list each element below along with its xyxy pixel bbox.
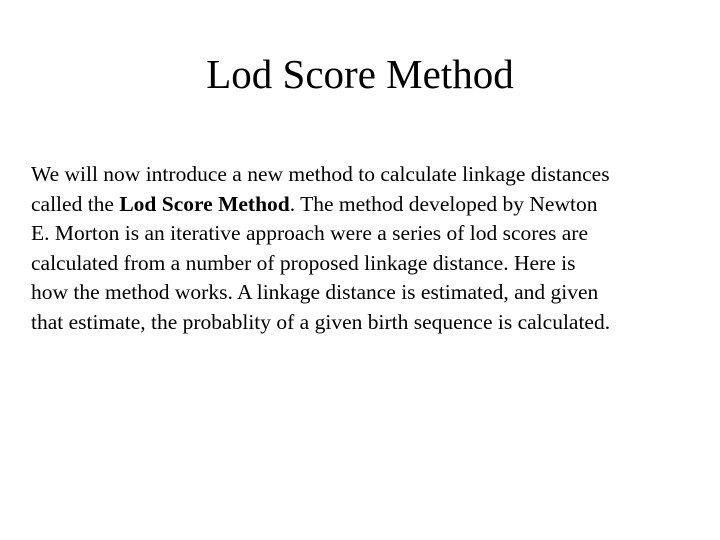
- body-line-2-end: . The method developed by Newton: [289, 191, 598, 216]
- body-line-1: We will now introduce a new method to calculate linkage distances: [31, 162, 610, 186]
- body-line-4: calculated from a number of proposed linkage distance. Here is: [31, 250, 576, 275]
- body-line-5: how the method works. A linkage distance is estimated, and given: [31, 280, 599, 304]
- method-name-bold: Lod Score Method: [119, 191, 290, 216]
- slide-body-text: [31, 160, 701, 337]
- body-line-2-start: called the: [31, 191, 120, 216]
- body-line-3: E. Morton is an iterative approach were a series of lod scores are: [31, 221, 588, 245]
- body-line-2: [31, 190, 701, 220]
- slide-title: Lod Score Method: [206, 51, 514, 97]
- body-line-6: that estimate, the probablity of a given birth sequence is calculated.: [31, 309, 611, 334]
